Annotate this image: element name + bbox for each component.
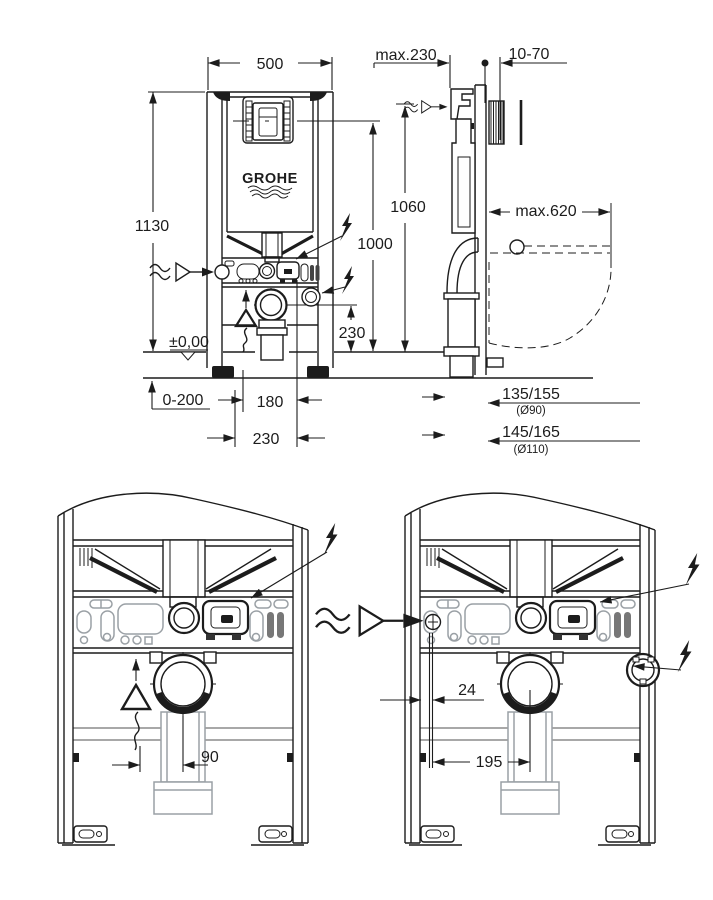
water-inlet-port — [215, 265, 229, 279]
dim-spacing-outer: 230 — [252, 431, 280, 448]
drain-bend-profile — [444, 238, 479, 377]
dim-supply-height: 1060 — [390, 199, 426, 216]
dim-outlet-height: 230 — [338, 325, 366, 342]
dim-spacing-inner: 180 — [256, 394, 284, 411]
detail-view-right — [316, 493, 700, 845]
dim-outlet-reach: max.620 — [515, 203, 577, 220]
dim-wall-finish: 10-70 — [508, 46, 550, 63]
dim-drain-offset: 195 — [475, 754, 503, 771]
dim-width: 500 — [256, 56, 284, 73]
dimensions — [135, 46, 640, 456]
dim-outlet-large: 145/165 — [502, 424, 560, 441]
cistern-profile — [452, 119, 475, 233]
round-connector — [627, 654, 659, 686]
dim-actuation-height: 1000 — [357, 236, 393, 253]
detail-view-left — [58, 493, 338, 845]
cistern — [227, 97, 313, 232]
water-supply-arrow-icon — [404, 101, 448, 113]
brand-text: GROHE — [242, 171, 298, 187]
dim-outlet-large-dia: (Ø110) — [513, 444, 549, 456]
water-supply-arrow-icon — [316, 606, 424, 635]
electrical-bolt-icon — [322, 266, 354, 294]
power-socket — [277, 262, 299, 283]
grohe-logo — [242, 171, 298, 198]
reference-dot — [482, 60, 489, 67]
front-view — [143, 92, 593, 378]
dim-frame-depth: max.230 — [375, 47, 437, 64]
dim-floor-buildup: 0-200 — [162, 392, 204, 409]
flush-plate-opening — [243, 97, 293, 143]
dim-frame-height: 1130 — [134, 218, 170, 235]
drain-assembly — [254, 288, 357, 360]
side-view — [404, 85, 611, 377]
electrical-bolt-icon — [251, 523, 338, 598]
wall-bracket — [451, 89, 473, 119]
floor-lines — [143, 352, 593, 378]
dim-screw-offset: 24 — [458, 682, 476, 699]
floor-level-label: ±0,00 — [169, 334, 209, 351]
dim-outlet-small-dia: (Ø90) — [516, 405, 546, 417]
toilet-bowl-dashed-outline — [489, 203, 611, 348]
floor-buildup-dim — [152, 381, 210, 409]
water-supply-arrow-icon — [150, 263, 214, 281]
electrical-bolt-icon — [296, 213, 352, 259]
dim-supply-offset: 90 — [201, 749, 219, 766]
warning-triangle-icon — [122, 659, 150, 750]
fixing-screw — [426, 614, 441, 768]
frame-foot — [212, 366, 234, 378]
frame-foot — [307, 366, 329, 378]
flush-shaft-hatched — [489, 101, 504, 144]
warning-triangle-icon — [236, 290, 256, 352]
level-marker-icon — [169, 334, 209, 360]
dim-outlet-small: 135/155 — [502, 386, 560, 403]
secondary-port — [302, 288, 320, 306]
